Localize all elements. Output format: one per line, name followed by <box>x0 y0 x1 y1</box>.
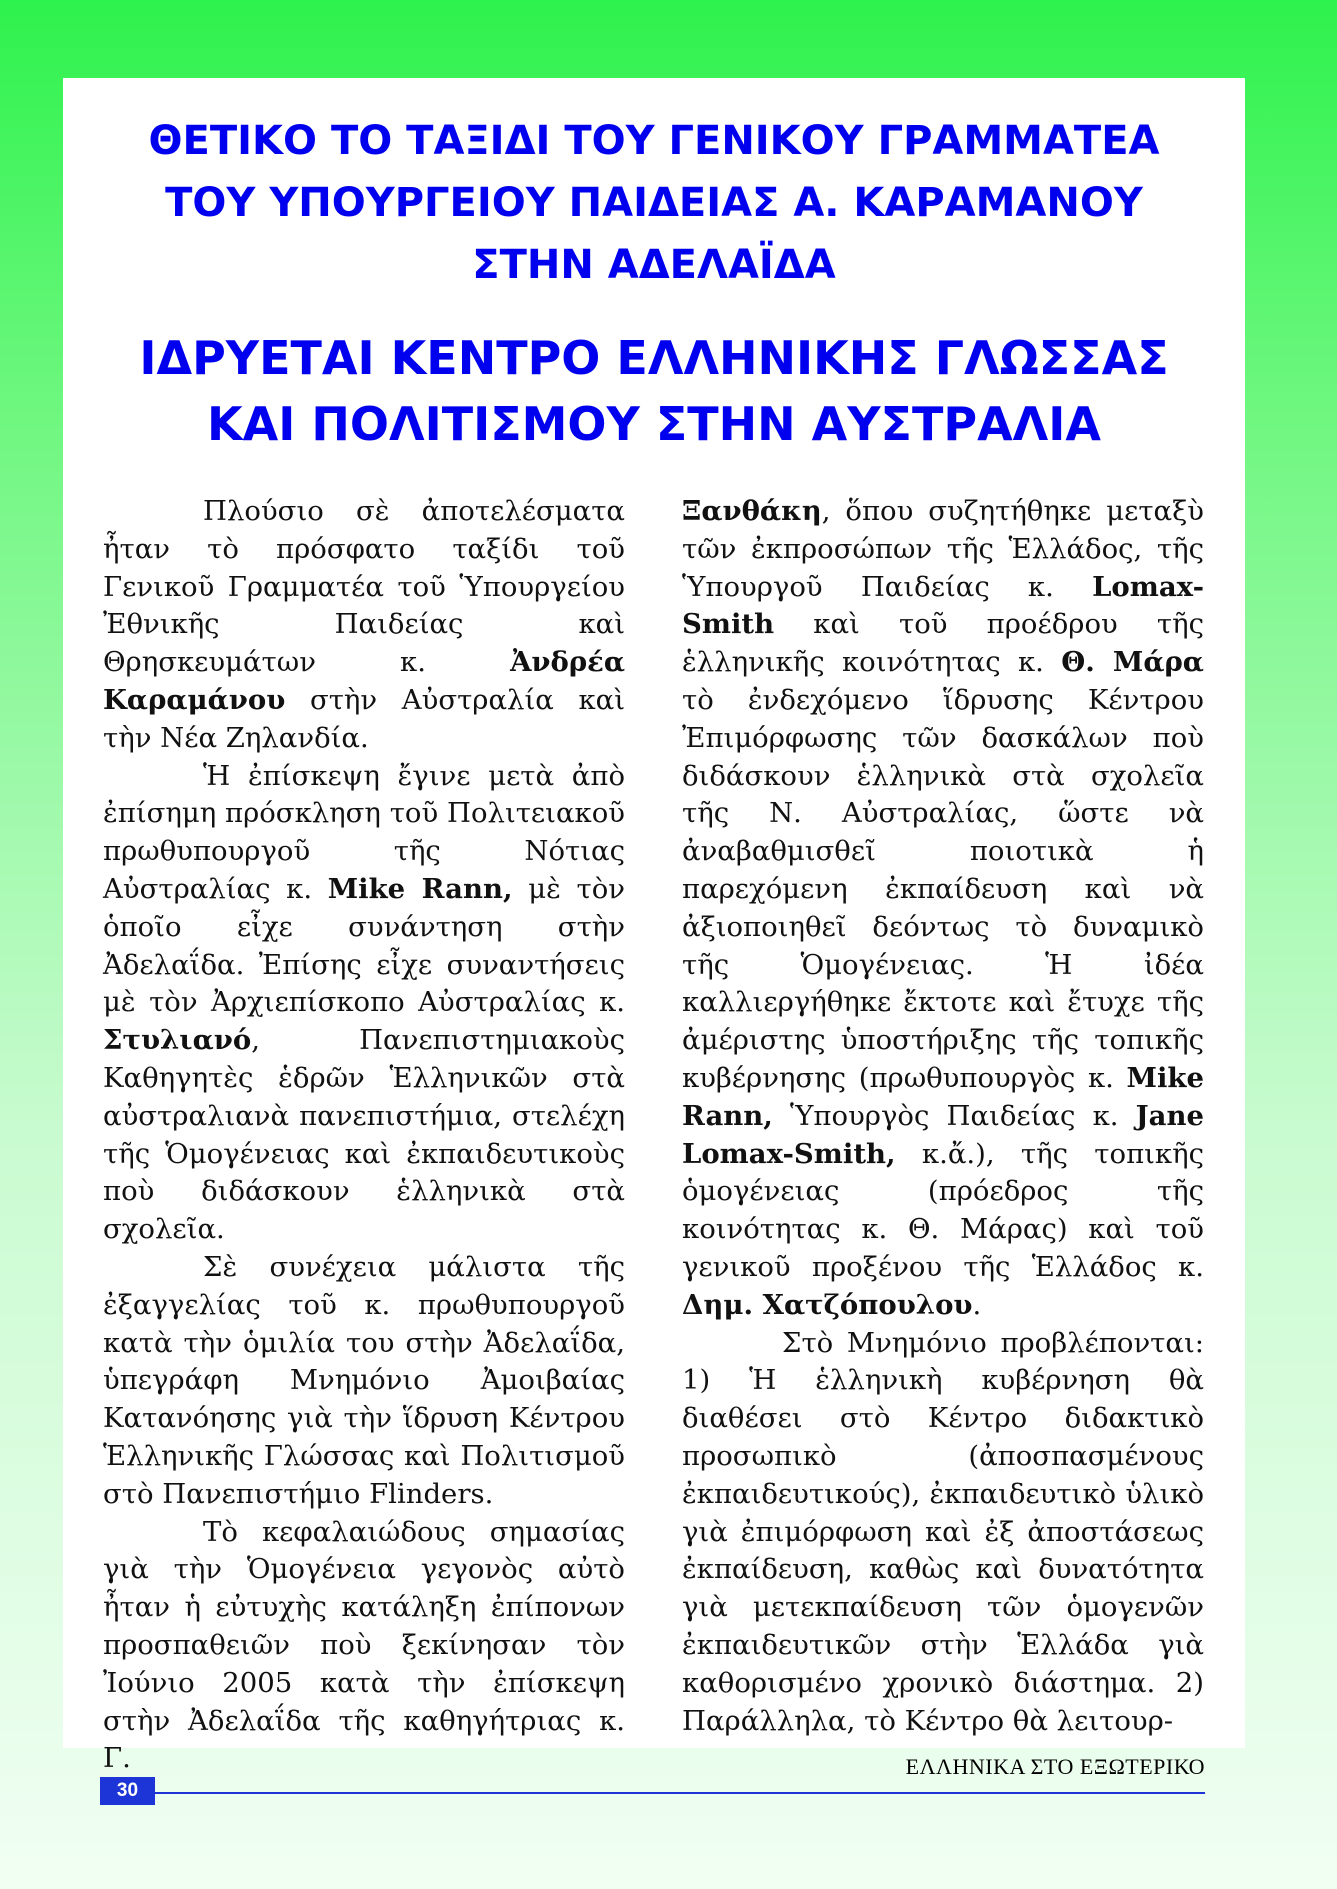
paragraph-4: Τὸ κεφαλαιώδους σημασίας γιὰ τὴν Ὁμογένεια γεγονὸς αὐτὸ ἦταν ἡ εὐτυχὴς κατάληξη ἐπίπονων προσπαθειῶν ποὺ ξεκίνησαν τὸν Ἰούνιο 2005 κατὰ τὴν ἐπίσκεψη στὴν Ἀδελαΐδα τῆς καθηγήτριας κ. Γ. <box>103 1515 625 1775</box>
name-jane-lomax-smith: Jane Lomax-Smith, <box>682 1099 1204 1170</box>
paragraph-1: Πλούσιο σὲ ἀποτελέσματα ἦταν τὸ πρόσφατο ταξίδι τοῦ Γενικοῦ Γραμματέα τοῦ Ὑπουργείου Ἐθνικῆς Παιδείας καὶ Θρησκευμάτων κ. Ἀνδρέα Καραμάνου στὴν Αὐστραλία καὶ τὴν Νέα Ζηλανδία. <box>103 495 625 754</box>
text-column-left <box>103 493 625 1778</box>
paragraph-5: Ξανθάκη, ὅπου συζητήθηκε μεταξὺ τῶν ἐκπροσώπων τῆς Ἑλλάδος, τῆς Ὑπουργοῦ Παιδείας κ. Lomax-Smith καὶ τοῦ προέδρου τῆς ἑλληνικῆς κοινότητας κ. Θ. Μάρα τὸ ἐνδεχόμενο ἵδρυσης Κέντρου Ἐπιμόρφωσης τῶν δασκάλων ποὺ διδάσκουν ἑλληνικὰ στὰ σχολεῖα τῆς Ν. Αὐστραλίας, ὥστε νὰ ἀναβαθμισθεῖ ποιοτικὰ ἡ παρεχόμενη ἐκπαίδευση καὶ νὰ ἀξιοποιηθεῖ δεόντως τὸ δυναμικὸ τῆς Ὁμογένειας. Ἡ ἰδέα καλλιεργήθηκε ἔκτοτε καὶ ἔτυχε τῆς ἀμέριστης ὑποστήριξης τῆς τοπικῆς κυβέρνησης (πρωθυπουργὸς κ. Mike Rann, Ὑπουργὸς Παιδείας κ. Jane Lomax-Smith, κ.ἄ.), τῆς τοπικῆς ὁμογένειας (πρόεδρος τῆς κοινότητας κ. Θ. Μάρας) καὶ τοῦ γενικοῦ προξένου τῆς Ἑλλάδος κ. Δημ. Χατζόπουλου. <box>682 495 1204 1321</box>
article-title: ΘΕΤΙΚΟ ΤΟ ΤΑΞΙΔΙ ΤΟΥ ΓΕΝΙΚΟΥ ΓΡΑΜΜΑΤΕΑ ΤΟΥ ΥΠΟΥΡΓΕΙΟΥ ΠΑΙΔΕΙΑΣ Α. ΚΑΡΑΜΑΝΟΥ ΣΤΗΝ ΑΔΕΛΑΪΔΑ <box>148 118 1160 288</box>
paragraph-3: Σὲ συνέχεια μάλιστα τῆς ἐξαγγελίας τοῦ κ. πρωθυπουργοῦ κατὰ τὴν ὁμιλία του στὴν Ἀδελαΐδα, ὑπεγράφη Μνημόνιο Ἀμοιβαίας Κατανόησης γιὰ τὴν ἵδρυση Κέντρου Ἑλληνικῆς Γλώσσας καὶ Πολιτισμοῦ στὸ Πανεπιστήμιο Flinders. <box>103 1250 625 1510</box>
name-mike-rann: Mike Rann, <box>327 872 513 905</box>
paragraph-2: Ἡ ἐπίσκεψη ἔγινε μετὰ ἀπὸ ἐπίσημη πρόσκληση τοῦ Πολιτειακοῦ πρωθυπουργοῦ τῆς Νότιας Αὐστραλίας κ. Mike Rann, μὲ τὸν ὁποῖο εἶχε συνάντηση στὴν Ἀδελαΐδα. Ἐπίσης εἶχε συναντήσεις μὲ τὸν Ἀρχιεπίσκοπο Αὐστραλίας κ. Στυλιανό, Πανεπιστημιακοὺς Καθηγητὲς ἑδρῶν Ἑλληνικῶν στὰ αὐστραλιανὰ πανεπιστήμια, στελέχη τῆς Ὁμογένειας καὶ ἐκπαιδευτικοὺς ποὺ διδάσκουν ἑλληνικὰ στὰ σχολεῖα. <box>103 759 625 1246</box>
text-column-right <box>682 493 1204 1740</box>
name-lomax-smith: Lomax-Smith <box>682 570 1204 641</box>
footer-rule <box>155 1792 1205 1794</box>
name-chatzopoulos: Δημ. Χατζόπουλου <box>682 1288 973 1321</box>
name-mike-rann-2: Mike Rann, <box>682 1061 1204 1132</box>
page-number-badge: 30 <box>100 1777 155 1805</box>
publication-title: ΕΛΛΗΝΙΚΑ ΣΤΟ ΕΞΩΤΕΡΙΚΟ <box>905 1754 1205 1779</box>
paragraph-6: Στὸ Μνημόνιο προβλέπονται: 1) Ἡ ἑλληνικὴ κυβέρνηση θὰ διαθέσει στὸ Κέντρο διδακτικὸ προσωπικὸ (ἀποσπασμένους ἐκπαιδευτικούς), ἐκπαιδευτικὸ ὑλικὸ γιὰ ἐπιμόρφωση καὶ ἐξ ἀποστάσεως ἐκπαίδευση, καθὼς καὶ δυνατότητα γιὰ μετεκπαίδευση τῶν ὁμογενῶν ἐκπαιδευτικῶν στὴν Ἑλλάδα γιὰ καθορισμένο χρονικὸ διάστημα. 2) Παράλληλα, τὸ Κέντρο θὰ λειτουρ- <box>682 1326 1204 1737</box>
name-stylianos: Στυλιανό <box>103 1024 252 1057</box>
name-maras: Θ. Μάρα <box>1061 646 1204 679</box>
article-subtitle: ΙΔΡΥΕΤΑΙ ΚΕΝΤΡΟ ΕΛΛΗΝΙΚΗΣ ΓΛΩΣΣΑΣ ΚΑΙ ΠΟΛΙΤΙΣΜΟΥ ΣΤΗΝ ΑΥΣΤΡΑΛΙΑ <box>139 331 1169 451</box>
name-xanthaki: Ξανθάκη <box>682 495 822 527</box>
name-karamanos: Ἀνδρέα Καραμάνου <box>103 646 625 716</box>
